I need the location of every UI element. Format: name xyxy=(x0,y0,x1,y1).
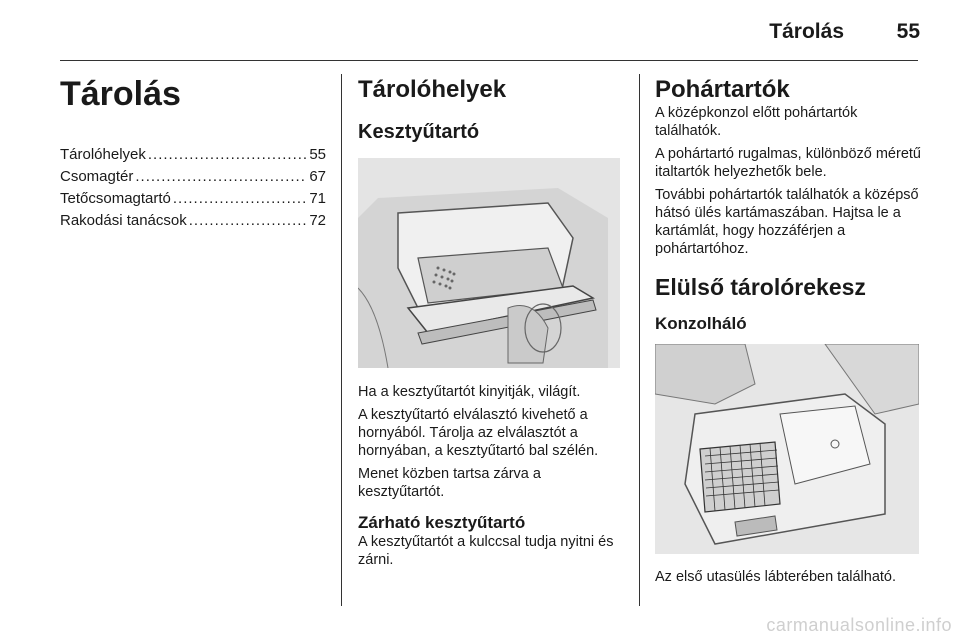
toc-leader-dots xyxy=(189,210,308,232)
glovebox-illustration xyxy=(358,158,620,368)
body-paragraph: A kesztyűtartót a kulccsal tudja nyitni és zárni. xyxy=(358,534,614,568)
body-paragraph: A kesztyűtartó elválasztó kivehető a hornyából. Tárolja az elválasztót a hornyában, a kesztyűtartó bal szélén. xyxy=(358,407,599,459)
console-net-drawing xyxy=(655,344,919,554)
header-divider xyxy=(60,60,918,61)
subsection-heading: Kesztyűtartó xyxy=(358,121,480,143)
toc-leader-dots xyxy=(173,188,307,210)
section-heading: Pohártartók xyxy=(655,76,790,103)
column-divider-2 xyxy=(639,74,640,606)
body-paragraph: Ha a kesztyűtartót kinyitják, világít. xyxy=(358,384,581,400)
header-page-number: 55 xyxy=(896,20,920,43)
body-paragraph: A középkonzol előtt pohártartók találhatók. xyxy=(655,105,858,139)
toc-leader-dots xyxy=(135,166,307,188)
section-heading-front-storage: Elülső tárolórekesz xyxy=(655,274,866,300)
toc-entry-page: 71 xyxy=(309,190,326,207)
chapter-column xyxy=(60,72,326,232)
toc-entry-label: Tárolóhelyek xyxy=(60,146,146,163)
toc-entry-page: 67 xyxy=(309,168,326,185)
glovebox-drawing xyxy=(358,158,620,368)
watermark-text: carmanualsonline.info xyxy=(766,615,952,635)
subsection-heading-lockable: Zárható kesztyűtartó xyxy=(358,513,526,532)
body-paragraph: További pohártartók találhatók a középső hátsó ülés kartámaszában. Hajtsa le a kartámlát, hogy hozzáférjen a pohártartóhoz. xyxy=(655,187,919,257)
table-of-contents xyxy=(60,144,326,232)
column-divider-1 xyxy=(341,74,342,606)
toc-entry[interactable] xyxy=(60,144,326,166)
toc-entry[interactable] xyxy=(60,188,326,210)
chapter-title: Tárolás xyxy=(60,75,181,113)
body-paragraph: A pohártartó rugalmas, különböző méretű italtartók helyezhetők bele. xyxy=(655,146,921,180)
toc-entry[interactable] xyxy=(60,210,326,232)
figure-caption: Az első utasülés lábterében található. xyxy=(655,569,897,585)
toc-entry-page: 72 xyxy=(309,212,326,229)
toc-entry-page: 55 xyxy=(309,146,326,163)
body-paragraph: Menet közben tartsa zárva a kesztyűtartót. xyxy=(358,466,541,500)
page-header xyxy=(0,0,960,60)
storage-column xyxy=(358,72,624,569)
section-heading: Tárolóhelyek xyxy=(358,76,507,103)
toc-entry[interactable] xyxy=(60,166,326,188)
subsection-heading-console-net: Konzolháló xyxy=(655,314,747,333)
console-net-illustration xyxy=(655,344,919,554)
cupholder-column xyxy=(655,72,921,586)
header-section-title: Tárolás xyxy=(769,20,844,43)
toc-entry-label: Rakodási tanácsok xyxy=(60,212,187,229)
toc-leader-dots xyxy=(148,144,307,166)
toc-entry-label: Csomagtér xyxy=(60,168,134,185)
toc-entry-label: Tetőcsomagtartó xyxy=(60,190,171,207)
